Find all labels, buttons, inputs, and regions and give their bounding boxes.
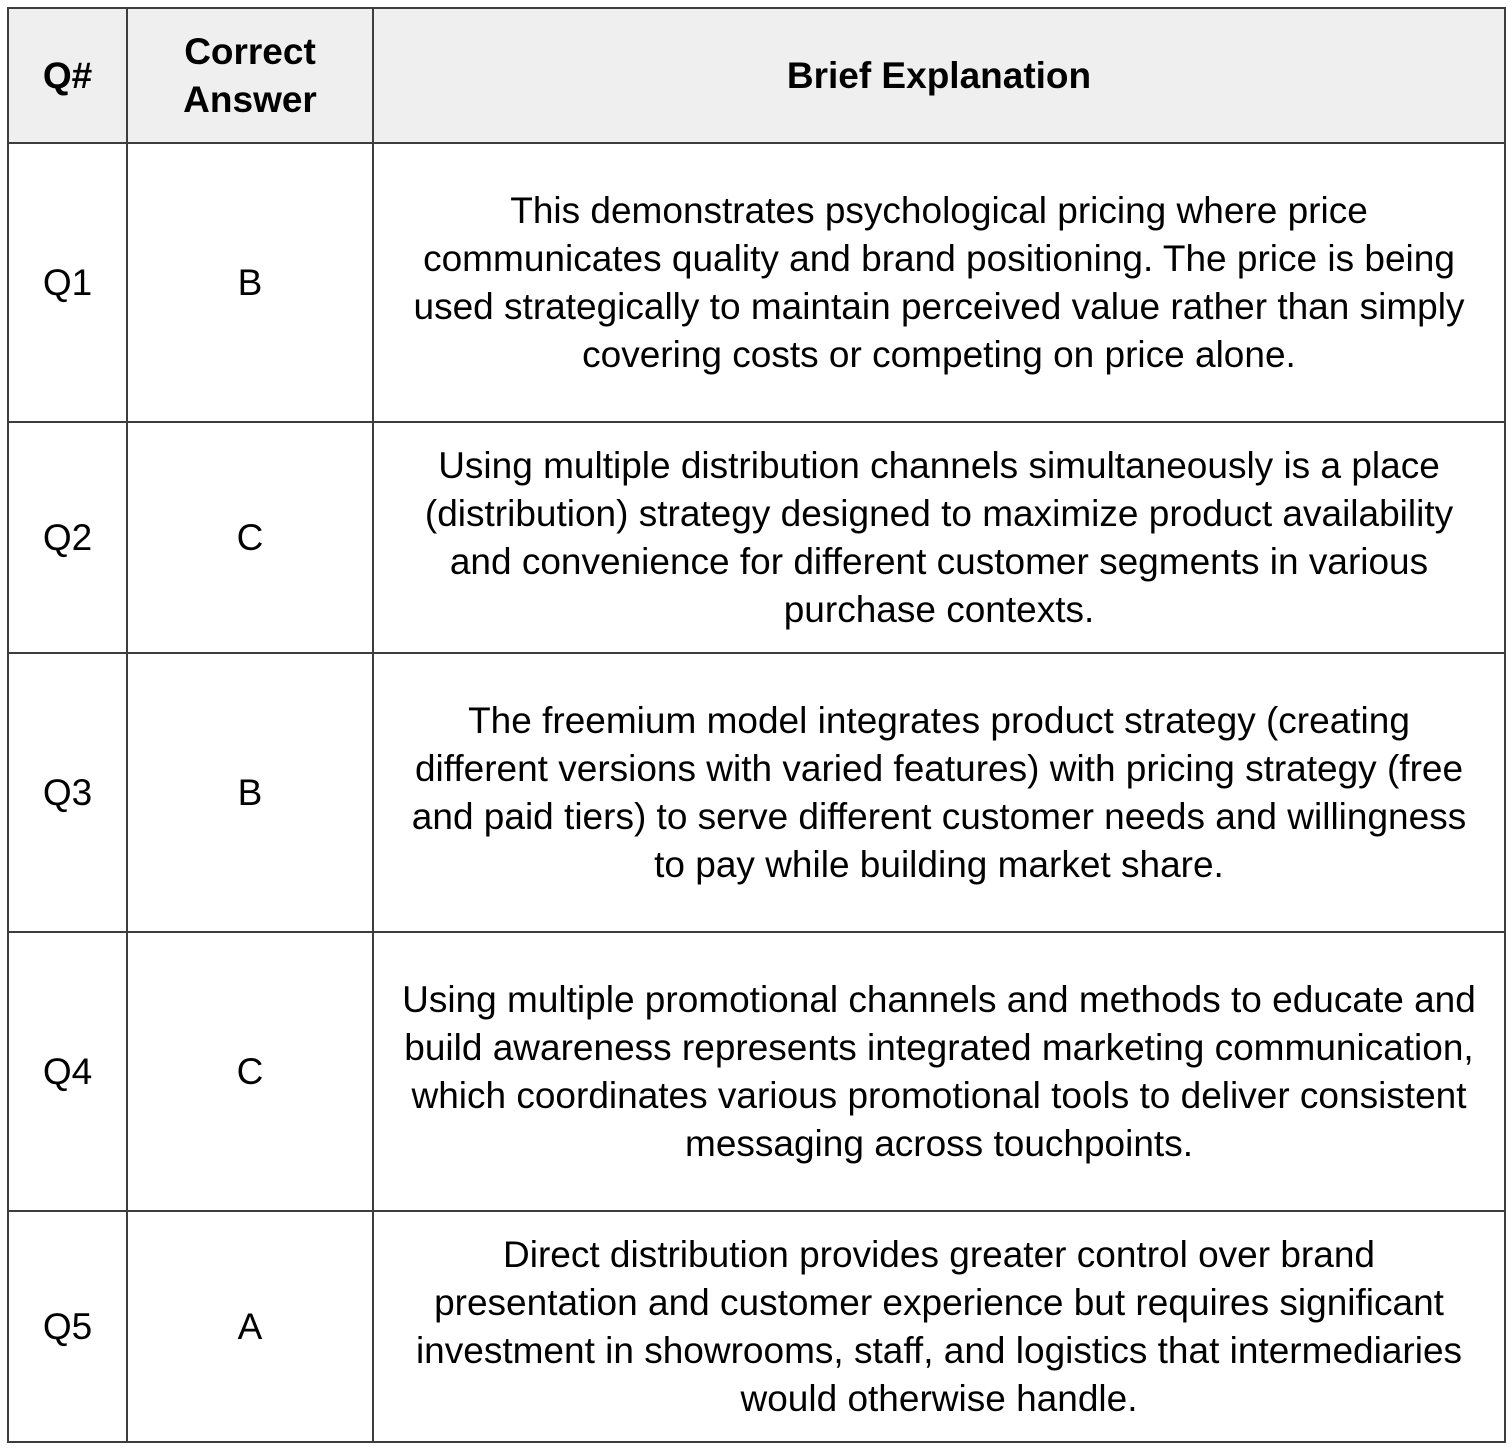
- explanation-cell: Using multiple distribution channels simultaneously is a place (distribution) strategy designed to maximize product availability and convenience for different customer segments in various purchase contexts.: [373, 422, 1505, 653]
- question-number-cell: Q5: [8, 1211, 127, 1442]
- explanation-cell: Using multiple promotional channels and methods to educate and build awareness represents integrated marketing communication, which coordinates various promotional tools to deliver consistent messaging across touchpoints.: [373, 932, 1505, 1211]
- correct-answer-cell: C: [127, 422, 373, 653]
- header-correct-answer: Correct Answer: [127, 8, 373, 143]
- correct-answer-cell: B: [127, 653, 373, 932]
- question-number-cell: Q3: [8, 653, 127, 932]
- explanation-cell: Direct distribution provides greater control over brand presentation and customer experience but requires significant investment in showrooms, staff, and logistics that intermediaries would otherwise handle.: [373, 1211, 1505, 1442]
- table-row: [8, 143, 1505, 422]
- correct-answer-cell: C: [127, 932, 373, 1211]
- table-header: [8, 8, 1505, 143]
- table-row: [8, 1211, 1505, 1442]
- header-row: [8, 8, 1505, 143]
- correct-answer-cell: B: [127, 143, 373, 422]
- header-question-number: Q#: [8, 8, 127, 143]
- table-row: [8, 653, 1505, 932]
- header-brief-explanation: Brief Explanation: [373, 8, 1505, 143]
- table-row: [8, 932, 1505, 1211]
- table-body: [8, 143, 1505, 1442]
- answer-key-table: [7, 7, 1506, 1443]
- question-number-cell: Q1: [8, 143, 127, 422]
- explanation-cell: The freemium model integrates product strategy (creating different versions with varied features) with pricing strategy (free and paid tiers) to serve different customer needs and willingness to pay while building market share.: [373, 653, 1505, 932]
- table-row: [8, 422, 1505, 653]
- question-number-cell: Q4: [8, 932, 127, 1211]
- explanation-cell: This demonstrates psychological pricing where price communicates quality and brand positioning. The price is being used strategically to maintain perceived value rather than simply covering costs or competing on price alone.: [373, 143, 1505, 422]
- question-number-cell: Q2: [8, 422, 127, 653]
- correct-answer-cell: A: [127, 1211, 373, 1442]
